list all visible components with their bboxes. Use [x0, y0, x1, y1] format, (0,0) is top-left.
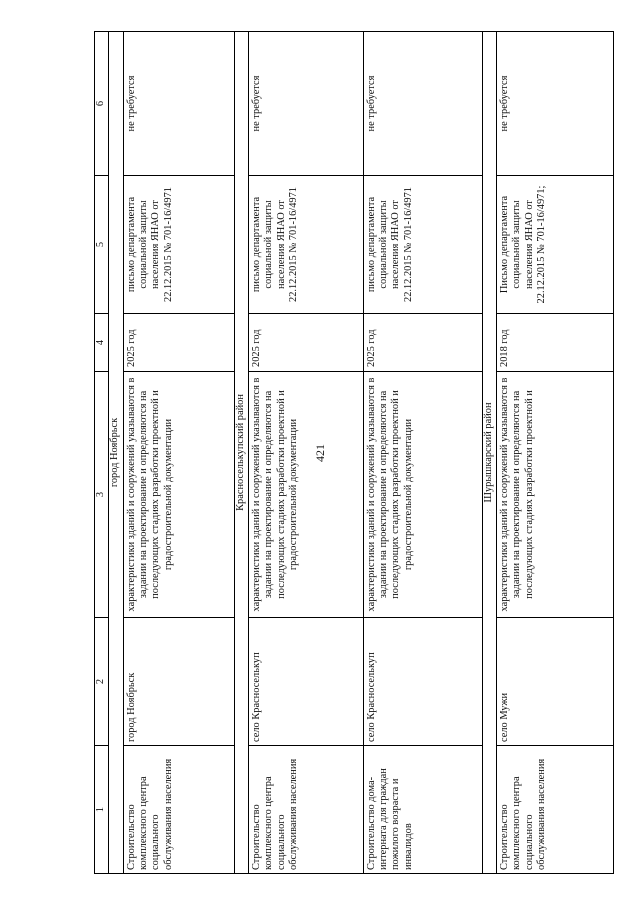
table-row — [249, 32, 364, 874]
basis-cell: письмо департамента социальной защиты населения ЯНАО от 22.12.2015 № 701-16/4971 — [123, 176, 234, 314]
year-cell: 2018 год — [497, 314, 614, 372]
header-col-3: 3 — [95, 372, 109, 618]
location-cell: село Красноселькуп — [363, 618, 482, 746]
section-title: Шурышкарский район — [482, 32, 496, 874]
characteristics-cell: характеристики зданий и сооружений указываются в задании на проектирование и определяются на последующих стадиях разработки проектной и — [497, 372, 614, 618]
header-col-1: 1 — [95, 746, 109, 874]
location-cell: село Красноселькуп — [249, 618, 364, 746]
note-cell: не требуется — [123, 32, 234, 176]
section-row — [109, 32, 123, 874]
year-cell: 2025 год — [123, 314, 234, 372]
year-cell: 2025 год — [363, 314, 482, 372]
table-row — [123, 32, 234, 874]
rotated-page — [94, 32, 614, 874]
note-cell: не требуется — [363, 32, 482, 176]
year-cell: 2025 год — [249, 314, 364, 372]
note-cell: не требуется — [249, 32, 364, 176]
section-title: Красноселькупский район — [234, 32, 248, 874]
object-cell: Строительство комплексного центра социального обслуживания населения — [497, 746, 614, 874]
section-title: город Ноябрьск — [109, 32, 123, 874]
location-cell: село Мужи — [497, 618, 614, 746]
characteristics-cell: характеристики зданий и сооружений указываются в задании на проектирование и определяются на последующих стадиях разработки проектной и градостроительной документации — [249, 372, 364, 618]
table-row — [363, 32, 482, 874]
section-row — [482, 32, 496, 874]
table-stage — [94, 32, 614, 874]
header-col-5: 5 — [95, 176, 109, 314]
page-number: 421 — [313, 444, 327, 462]
basis-cell: Письмо департамента социальной защиты населения ЯНАО от 22.12.2015 № 701-16/4971; — [497, 176, 614, 314]
section-row — [234, 32, 248, 874]
object-cell: Строительство комплексного центра социального обслуживания населения — [123, 746, 234, 874]
location-cell: город Ноябрьск — [123, 618, 234, 746]
header-col-6: 6 — [95, 32, 109, 176]
table-row — [497, 32, 614, 874]
object-cell: Строительство дома-интерната для граждан пожилого возраста и инвалидов — [363, 746, 482, 874]
header-col-4: 4 — [95, 314, 109, 372]
characteristics-cell: характеристики зданий и сооружений указываются в задании на проектирование и определяются на последующих стадиях разработки проектной и градостроительной документации — [123, 372, 234, 618]
basis-cell: письмо департамента социальной защиты населения ЯНАО от 22.12.2015 № 701-16/4971 — [363, 176, 482, 314]
note-cell: не требуется — [497, 32, 614, 176]
basis-cell: письмо департамента социальной защиты населения ЯНАО от 22.12.2015 № 701-16/4971 — [249, 176, 364, 314]
header-row — [95, 32, 109, 874]
characteristics-cell: характеристики зданий и сооружений указываются в задании на проектирование и определяются на последующих стадиях разработки проектной и градостроительной документации — [363, 372, 482, 618]
header-col-2: 2 — [95, 618, 109, 746]
object-cell: Строительство комплексного центра социального обслуживания населения — [249, 746, 364, 874]
objects-table — [94, 31, 614, 874]
